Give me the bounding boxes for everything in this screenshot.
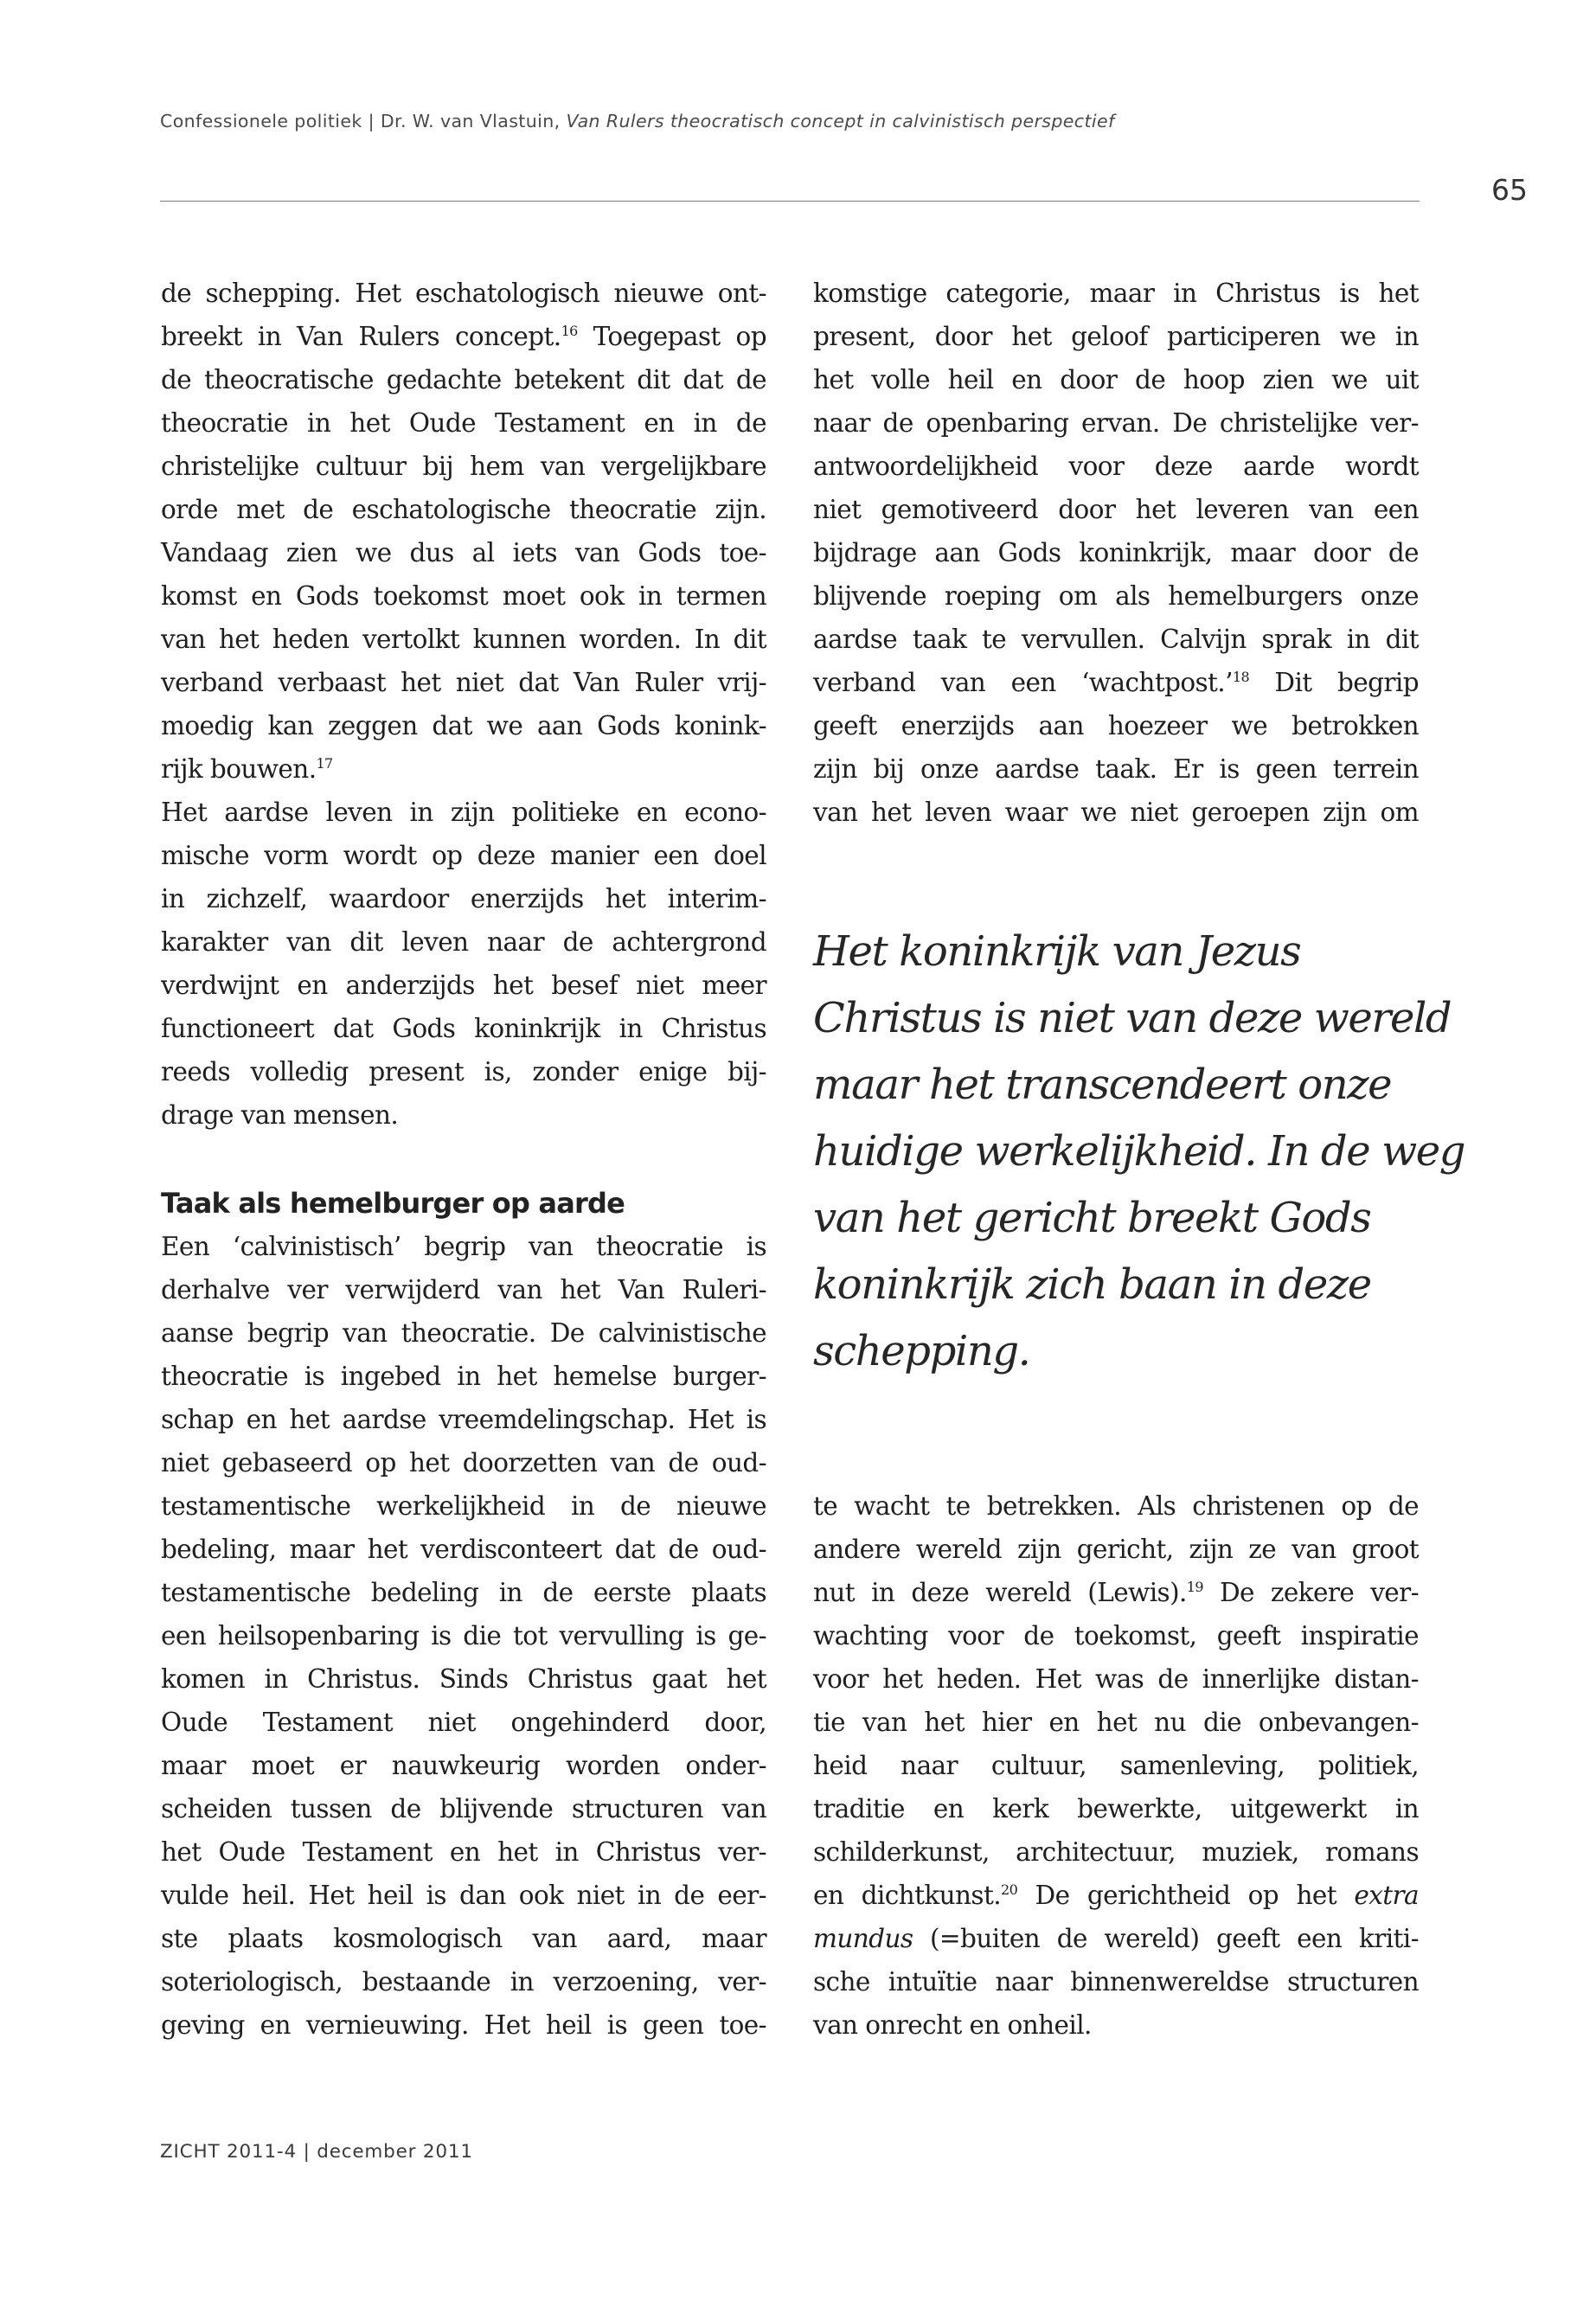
footnote-ref: 17 [316, 755, 333, 772]
text-line: in zichzelf, waardoor enerzijds het interim- [161, 884, 766, 913]
body-paragraph [813, 272, 1419, 834]
body-paragraph [161, 791, 766, 1137]
text-line: bijdrage aan Gods koninkrijk, maar door de [813, 538, 1419, 567]
right-column-bottom [813, 1484, 1419, 2047]
body-paragraph [161, 272, 766, 791]
section-heading: Taak als hemelburger op aarde [161, 1187, 625, 1220]
footnote-ref: 20 [1000, 1881, 1018, 1899]
text-line: Christus is niet van deze wereld [813, 994, 1452, 1042]
text-line: de schepping. Het eschatologisch nieuwe ont- [161, 279, 766, 308]
left-column [161, 272, 766, 2047]
text-line: verband verbaast het niet dat Van Ruler vrij- [161, 668, 766, 697]
header-author: Dr. W. van Vlastuin, [380, 111, 561, 131]
text-line: Het aardse leven in zijn politieke en econo- [161, 798, 766, 827]
page-number: 65 [1491, 173, 1528, 207]
text-line: scheiden tussen de blijvende structuren van [161, 1794, 766, 1823]
text-line: drage van mensen. [161, 1100, 399, 1130]
text-line: een heilsopenbaring is die tot vervulling is ge- [161, 1621, 766, 1650]
text-line: testamentische werkelijkheid in de nieuwe [161, 1491, 766, 1521]
text-line: van het gericht breekt Gods [813, 1194, 1371, 1242]
text-line: soteriologisch, bestaande in verzoening, ver- [161, 1967, 766, 1997]
text-line: mundus (=buiten de wereld) geeft een kriti- [813, 1924, 1419, 1953]
text-line: Een ‘calvinistisch’ begrip van theocratie is [161, 1232, 766, 1261]
body-paragraph [813, 1484, 1419, 2047]
text-line: maar moet er nauwkeurig worden onder- [161, 1751, 766, 1780]
text-line: testamentische bedeling in de eerste plaats [161, 1578, 766, 1607]
text-line: ste plaats kosmologisch van aard, maar [161, 1924, 766, 1953]
text-line: heid naar cultuur, samenleving, politiek, [813, 1751, 1419, 1780]
text-line: van onrecht en onheil. [813, 2010, 1092, 2040]
text-line: antwoordelijkheid voor deze aarde wordt [813, 452, 1419, 481]
text-line: derhalve ver verwijderd van het Van Ruleri- [161, 1275, 766, 1304]
text-line: andere wereld zijn gericht, zijn ze van groot [813, 1535, 1419, 1564]
header-section: Confessionele politiek [160, 111, 362, 131]
pull-quote [813, 919, 1465, 1385]
text-line: van het heden vertolkt kunnen worden. In dit [161, 625, 766, 654]
text-line: Vandaag zien we dus al iets van Gods toe- [161, 538, 766, 567]
text-line: koninkrijk zich baan in deze [813, 1260, 1371, 1309]
header-separator: | [368, 111, 375, 131]
text-line: blijvende roeping om als hemelburgers onze [813, 581, 1419, 611]
text-line: komstige categorie, maar in Christus is het [813, 279, 1419, 308]
text-line: vulde heil. Het heil is dan ook niet in de eer- [161, 1881, 766, 1910]
text-line: sche intuïtie naar binnenwereldse structuren [813, 1967, 1419, 1997]
text-line: Het koninkrijk van Jezus [813, 927, 1301, 976]
footnote-ref: 18 [1232, 669, 1250, 686]
text-line: komst en Gods toekomst moet ook in termen [161, 581, 766, 611]
text-line: Oude Testament niet ongehinderd door, [161, 1708, 766, 1737]
text-line: niet gebaseerd op het doorzetten van de oud- [161, 1448, 766, 1477]
text-line: en dichtkunst.$^{20}$ De gerichtheid op het extra [813, 1881, 1420, 1910]
text-line: verband van een ‘wachtpost.’$^{18}$ Dit begrip [813, 668, 1419, 697]
text-line: orde met de eschatologische theocratie zijn. [161, 495, 766, 524]
text-line: functioneert dat Gods koninkrijk in Christus [161, 1014, 766, 1043]
text-line: theocratie is ingebed in het hemelse burger- [161, 1362, 766, 1391]
text-line: present, door het geloof participeren we in [813, 322, 1419, 351]
page-footer: ZICHT 2011-4 | december 2011 [160, 2141, 473, 2163]
text-line: zijn bij onze aardse taak. Er is geen terrein [813, 754, 1419, 784]
text-line: aanse begrip van theocratie. De calvinistische [161, 1318, 766, 1348]
text-line: schilderkunst, architectuur, muziek, romans [813, 1837, 1419, 1867]
text-line: maar het transcendeert onze [813, 1061, 1392, 1109]
text-line: wachting voor de toekomst, geeft inspiratie [813, 1621, 1419, 1650]
text-line: moedig kan zeggen dat we aan Gods konink- [161, 711, 766, 740]
text-line: mische vorm wordt op deze manier een doel [161, 841, 766, 870]
footnote-ref: 16 [561, 323, 578, 340]
text-line: de theocratische gedachte betekent dit dat de [161, 365, 766, 394]
text-line: het volle heil en door de hoop zien we uit [813, 365, 1419, 394]
text-line: nut in deze wereld (Lewis).$^{19}$ De zekere ver- [813, 1578, 1419, 1607]
text-line: huidige werkelijkheid. In de weg [813, 1127, 1465, 1176]
text-line: verdwijnt en anderzijds het besef niet meer [161, 971, 766, 1000]
text-line: reeds volledig present is, zonder enige bij- [161, 1057, 766, 1086]
text-line: te wacht te betrekken. Als christenen op de [813, 1491, 1419, 1521]
running-header [160, 111, 1423, 131]
body-paragraph [161, 1225, 766, 2047]
text-line: karakter van dit leven naar de achtergrond [161, 927, 766, 957]
text-line: naar de openbaring ervan. De christelijke ver- [813, 408, 1419, 438]
text-line: aardse taak te vervullen. Calvijn sprak in dit [813, 625, 1419, 654]
text-line: van het leven waar we niet geroepen zijn om [813, 798, 1419, 827]
text-line: komen in Christus. Sinds Christus gaat het [161, 1664, 766, 1694]
text-line: geeft enerzijds aan hoezeer we betrokken [813, 711, 1419, 740]
header-rule [160, 201, 1420, 202]
text-line: breekt in Van Rulers concept.$^{16}$ Toegepast op [161, 322, 766, 351]
text-line: bedeling, maar het verdisconteert dat de oud- [161, 1535, 766, 1564]
text-line: het Oude Testament en het in Christus ver- [161, 1837, 766, 1867]
text-line: christelijke cultuur bij hem van vergelijkbare [161, 452, 766, 481]
text-line: schepping. [813, 1327, 1030, 1375]
text-line: voor het heden. Het was de innerlijke distan- [813, 1664, 1419, 1694]
text-line: traditie en kerk bewerkte, uitgewerkt in [813, 1794, 1419, 1823]
text-line: rijk bouwen.$^{17}$ [161, 754, 333, 784]
text-line: theocratie in het Oude Testament en in de [161, 408, 766, 438]
text-line: geving en vernieuwing. Het heil is geen toe- [161, 2010, 766, 2040]
header-article-title: Van Rulers theocratisch concept in calvinistisch perspectief [566, 111, 1115, 131]
text-line: tie van het hier en het nu die onbevangen- [813, 1708, 1419, 1737]
text-line: schap en het aardse vreemdelingschap. Het is [161, 1405, 766, 1434]
right-column-top [813, 272, 1419, 834]
text-line: niet gemotiveerd door het leveren van een [813, 495, 1419, 524]
footnote-ref: 19 [1186, 1579, 1203, 1596]
